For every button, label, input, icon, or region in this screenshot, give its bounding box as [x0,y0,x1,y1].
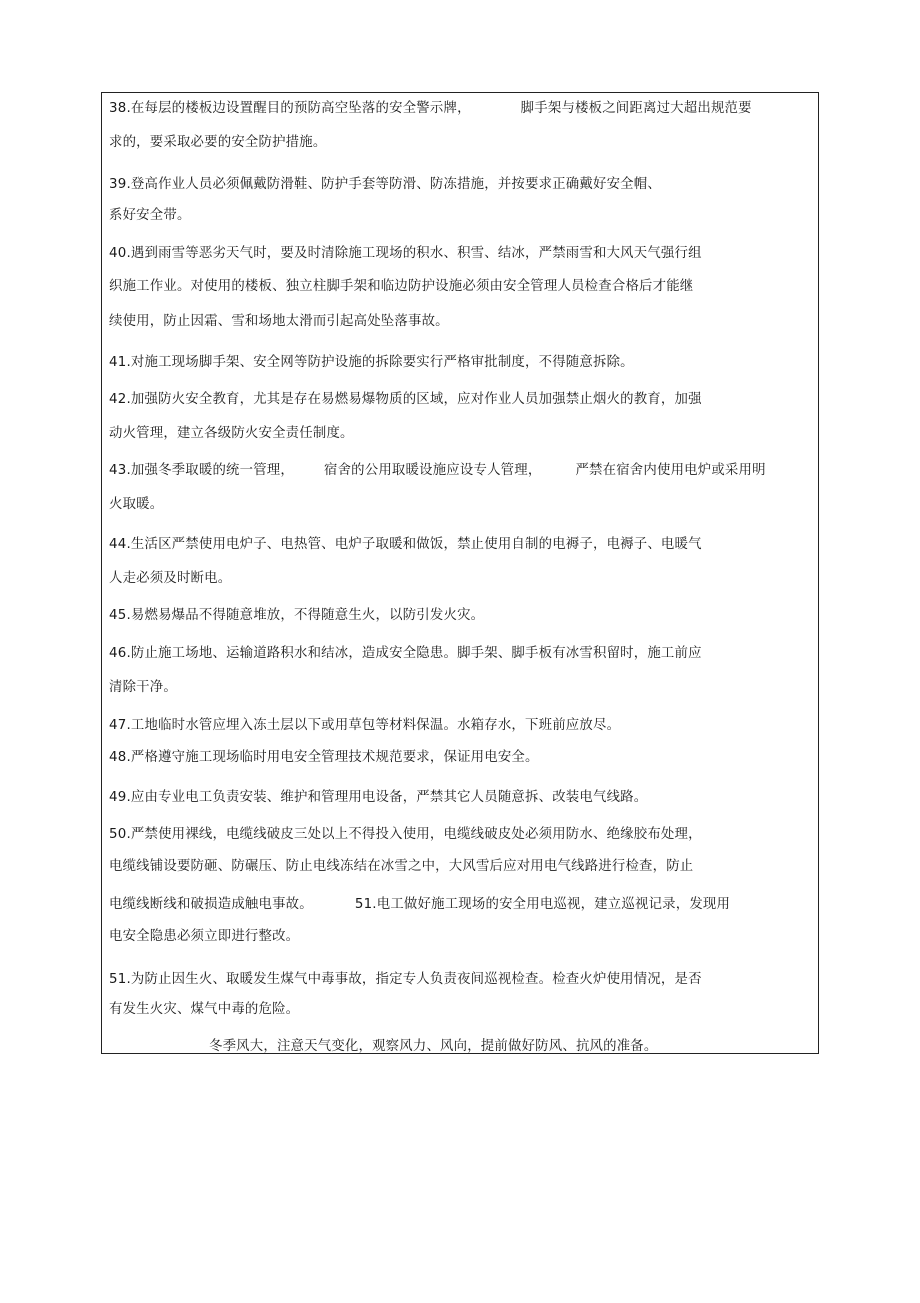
item-40-line-3: 续使用，防止因霜、雪和场地太滑而引起高处坠落事故。 [109,314,449,329]
item-45-line-1: 45.易燃易爆品不得随意堆放，不得随意生火，以防引发火灾。 [109,608,485,623]
item-50-text-end: 电缆线断线和破损造成触电事故。 [109,897,313,912]
item-41-line-1: 41.对施工现场脚手架、安全网等防护设施的拆除要实行严格审批制度，不得随意拆除。 [109,355,634,370]
item-43-line-2: 火取暖。 [109,497,164,512]
item-48-line-1: 48.严格遵守施工现场临时用电安全管理技术规范要求，保证用电安全。 [109,750,539,765]
item-39-line-1: 39.登高作业人员必须佩戴防滑鞋、防护手套等防滑、防冻措施，并按要求正确戴好安全帽、 [109,177,661,192]
item-38-line-2: 求的，要采取必要的安全防护措施。 [109,135,327,150]
item-46-line-1: 46.防止施工场地、运输道路积水和结冰，造成安全隐患。脚手架、脚手板有冰雪积留时，施工前应 [109,646,702,661]
item-50-line-1: 50.严禁使用裸线，电缆线破皮三处以上不得投入使用，电缆线破皮处必须用防水、绝缘胶布处理， [109,827,702,842]
item-38-text-b: 脚手架与楼板之间距离过大超出规范要 [520,101,752,116]
item-46-line-2: 清除干净。 [109,680,177,695]
item-38-line-1 [109,100,752,118]
item-40-line-1: 40.遇到雨雪等恶劣天气时，要及时清除施工现场的积水、积雪、结冰，严禁雨雪和大风天气强行组 [109,246,702,261]
item-44-line-1: 44.生活区严禁使用电炉子、电热管、电炉子取暖和做饭，禁止使用自制的电褥子，电褥子、电暖气 [109,537,702,552]
item-47-line-1: 47.工地临时水管应埋入冻土层以下或用草包等材料保温。水箱存水，下班前应放尽。 [109,718,621,733]
closing-note: 冬季风大，注意天气变化，观察风力、风向，提前做好防风、抗风的准备。 [209,1039,658,1054]
item-49-line-1: 49.应由专业电工负责安装、维护和管理用电设备，严禁其它人员随意拆、改装电气线路。 [109,790,648,805]
item-44-line-2: 人走必须及时断电。 [109,571,232,586]
item-50-line-3 [109,896,730,914]
item-38-text-a: 38.在每层的楼板边设置醒目的预防高空坠落的安全警示牌， [109,101,471,116]
item-51b-line-1: 51.为防止因生火、取暖发生煤气中毒事故，指定专人负责夜间巡视检查。检查火炉使用情况，是否 [109,972,702,987]
item-50-line-2: 电缆线铺设要防砸、防碾压、防止电线冻结在冰雪之中，大风雪后应对用电气线路进行检查，防止 [109,859,694,874]
item-42-line-2: 动火管理，建立各级防火安全责任制度。 [109,426,354,441]
item-42-line-1: 42.加强防火安全教育，尤其是存在易燃易爆物质的区域，应对作业人员加强禁止烟火的教育，加强 [109,392,702,407]
item-51a-line-2: 电安全隐患必须立即进行整改。 [109,929,300,944]
item-51a-text-start: 51.电工做好施工现场的安全用电巡视，建立巡视记录，发现用 [354,897,731,912]
item-39-line-2: 系好安全带。 [109,208,191,223]
item-43-text-a: 43.加强冬季取暖的统一管理， [109,463,294,478]
item-43-text-b: 宿舍的公用取暖设施应设专人管理， [323,463,542,478]
item-43-line-1 [109,462,766,480]
item-51b-line-2: 有发生火灾、煤气中毒的危险。 [109,1002,300,1017]
item-43-text-c: 严禁在宿舍内使用电炉或采用明 [575,463,766,478]
item-40-line-2: 织施工作业。对使用的楼板、独立柱脚手架和临边防护设施必须由安全管理人员检查合格后才能继 [109,279,694,294]
